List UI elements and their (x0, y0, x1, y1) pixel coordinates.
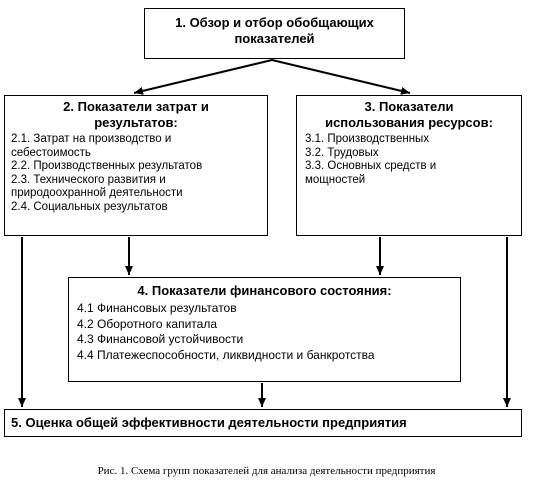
box4-item: 4.1 Финансовых результатов (77, 301, 237, 315)
figure-caption: Рис. 1. Схема групп показателей для анализа деятельности предприятия (97, 465, 436, 477)
box2-title: 2. Показатели затрат и результатов: (63, 99, 209, 130)
box-resource-usage (296, 95, 522, 236)
box3-item: 3.2. Трудовых (305, 146, 379, 159)
box1-title: 1. Обзор и отбор обобщающих показателей (175, 15, 374, 46)
box4-items (77, 301, 456, 363)
box2-item: 2.3. Технического развития и природоохранной деятельности (11, 173, 183, 199)
box-overview-selection (144, 8, 405, 59)
box5-title: 5. Оценка общей эффективности деятельности предприятия (11, 415, 407, 430)
box2-item: 2.4. Социальных результатов (11, 200, 168, 213)
arrow-1-to-3 (272, 60, 410, 93)
box3-item: 3.1. Производственных (305, 133, 430, 145)
box3-title: 3. Показатели использования ресурсов: (325, 99, 493, 130)
box3-items (305, 133, 517, 187)
box-financial-state (68, 277, 461, 382)
box4-item: 4.4 Платежеспособности, ликвидности и банкротства (77, 347, 375, 362)
box4-item: 4.3 Финансовой устойчивости (77, 332, 244, 346)
box3-item: 3.3. Основных средств и мощностей (305, 160, 437, 186)
box2-items (11, 133, 263, 214)
box-overall-efficiency (4, 409, 522, 437)
box-costs-results (4, 95, 268, 236)
arrow-1-to-2 (134, 60, 272, 93)
box4-title: 4. Показатели финансового состояния: (137, 283, 392, 298)
box2-item: 2.1. Затрат на производство и себестоимость (11, 133, 172, 159)
box4-item: 4.2 Оборотного капитала (77, 316, 217, 331)
box2-item: 2.2. Производственных результатов (11, 160, 203, 172)
